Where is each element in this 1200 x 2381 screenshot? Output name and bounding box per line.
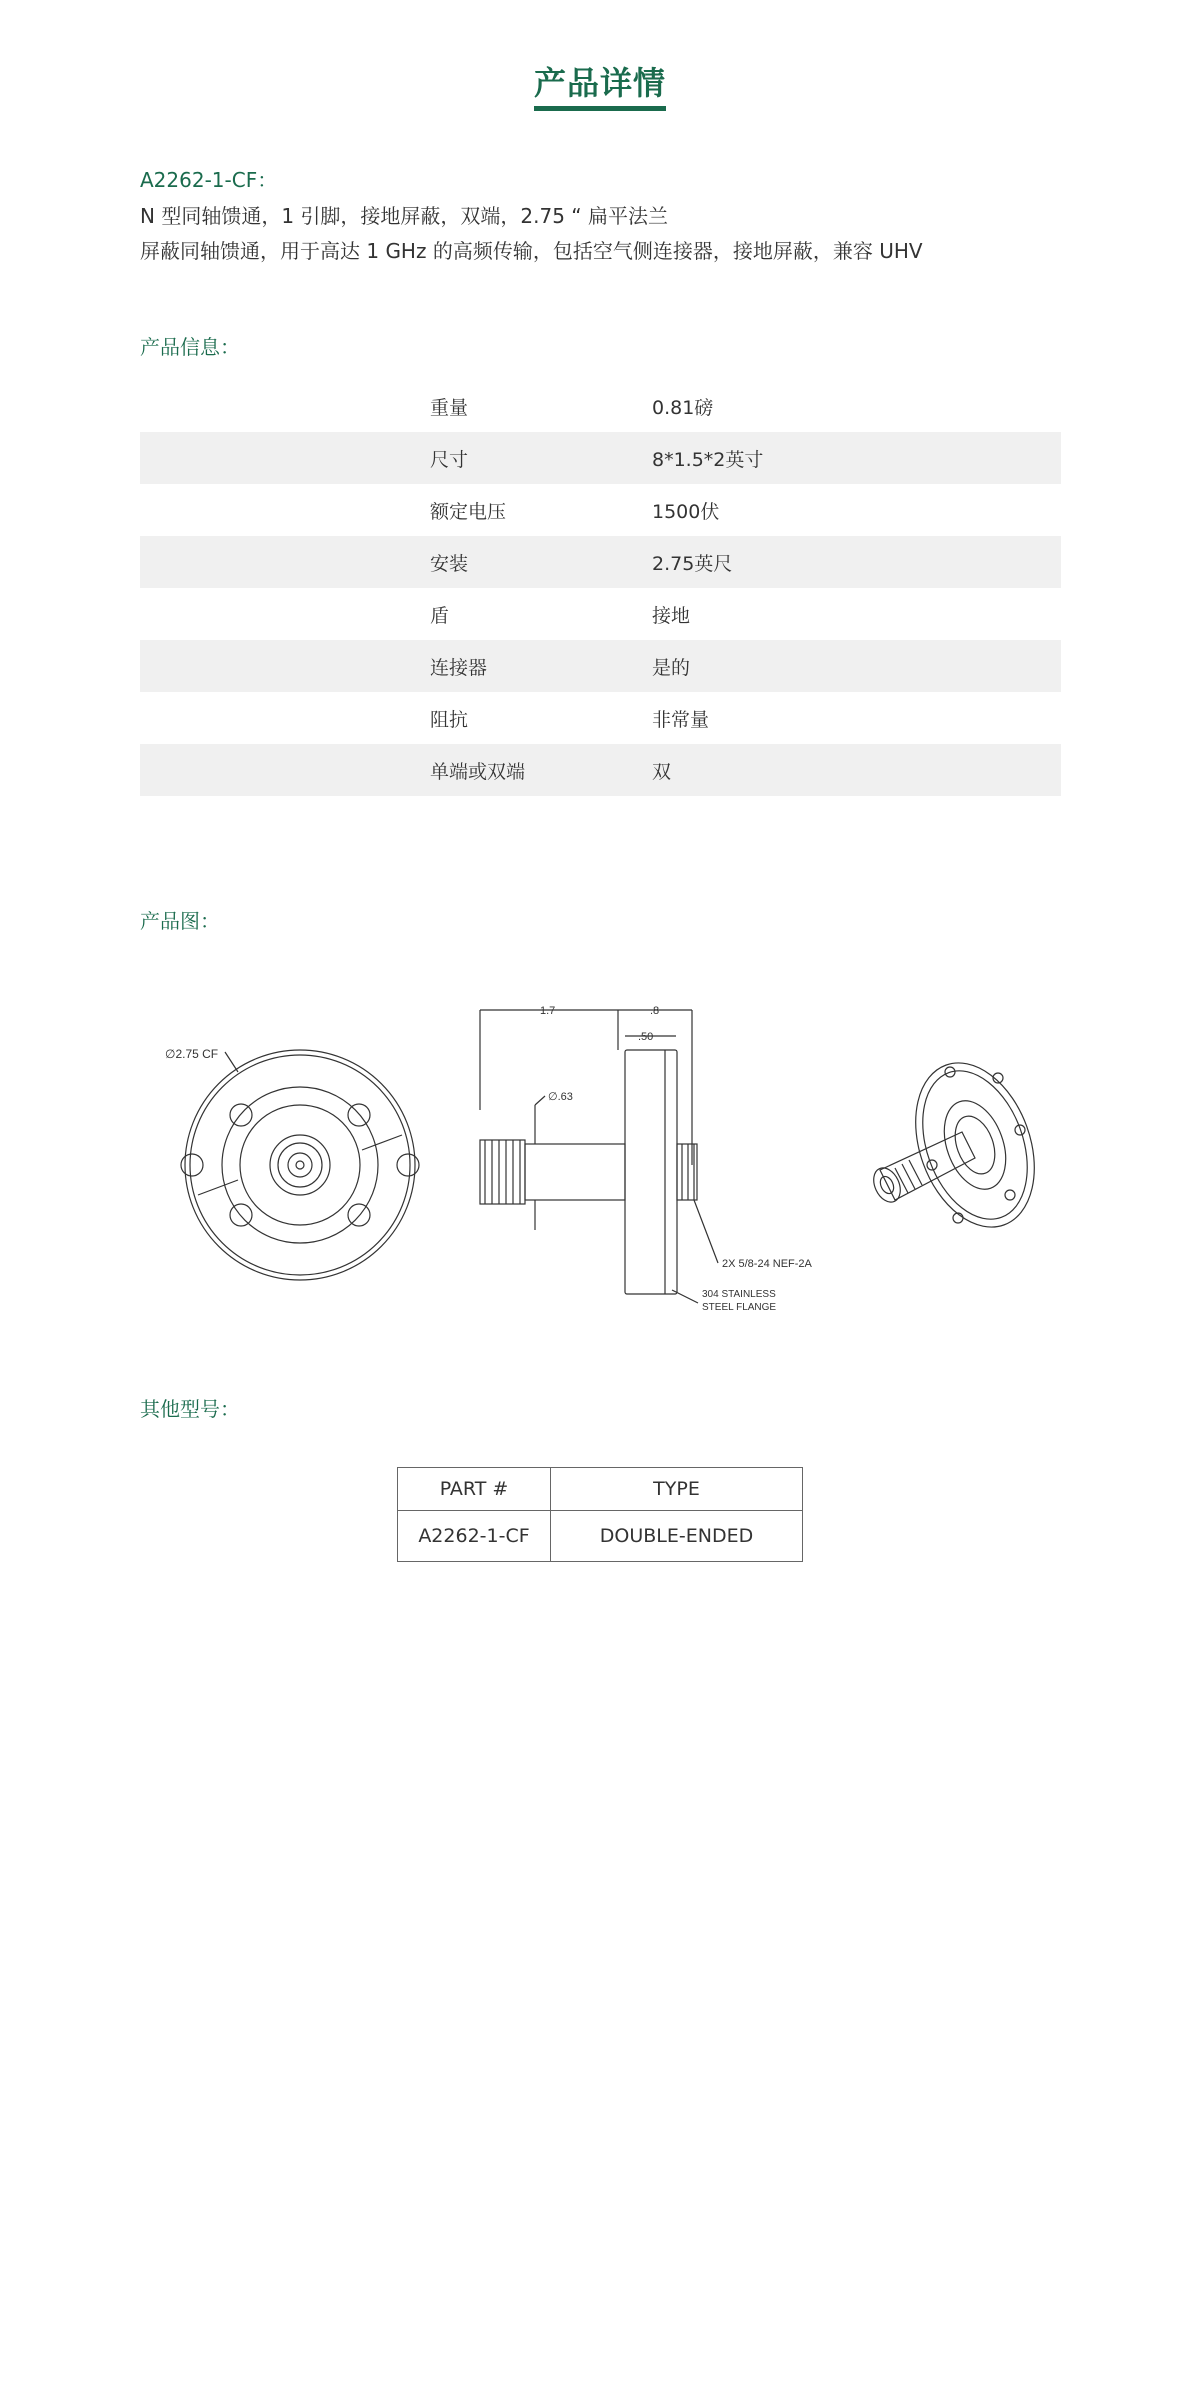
intro-line-1: N 型同轴馈通，1 引脚，接地屏蔽，双端，2.75 “ 扁平法兰 (140, 204, 669, 228)
spec-key: 连接器 (430, 656, 488, 679)
spec-value: 非常量 (652, 708, 710, 731)
spec-row (140, 484, 1061, 536)
models-cell-part: A2262-1-CF (398, 1511, 551, 1562)
flange-label: ∅2.75 CF (165, 1047, 219, 1061)
models-cell-type: DOUBLE-ENDED (551, 1511, 803, 1562)
models-table (397, 1467, 803, 1562)
spec-value: 双 (652, 760, 672, 783)
table-row (398, 1511, 803, 1562)
dim-flange: .50 (638, 1031, 654, 1043)
spec-value: 是的 (652, 656, 691, 679)
spec-row (140, 744, 1061, 796)
spec-key: 阻抗 (430, 708, 469, 731)
material-line-1: 304 STAINLESS (702, 1289, 776, 1300)
product-drawings (140, 950, 1060, 1320)
drawing-heading: 产品图： (140, 909, 220, 933)
front-view-drawing (140, 1010, 430, 1280)
isometric-view-drawing (850, 1050, 1050, 1250)
spec-key: 盾 (430, 604, 450, 627)
spec-key: 尺寸 (430, 448, 469, 471)
dim-length: 1.7 (540, 1005, 556, 1017)
page-title: 产品详情 (534, 58, 666, 111)
spec-value: 接地 (652, 604, 691, 627)
models-table-header (398, 1468, 803, 1511)
spec-row (140, 640, 1061, 692)
spec-row (140, 380, 1061, 432)
spec-row (140, 432, 1061, 484)
models-header-part: PART # (398, 1468, 551, 1511)
spec-value: 2.75英尺 (652, 552, 733, 575)
spec-key: 额定电压 (430, 500, 507, 523)
model-label: A2262-1-CF： (140, 168, 278, 192)
spec-row (140, 536, 1061, 588)
spec-value: 8*1.5*2英寸 (652, 448, 764, 471)
material-line-2: STEEL FLANGE (702, 1302, 777, 1313)
dim-diameter: ∅.63 (548, 1091, 573, 1103)
spec-table (140, 380, 1061, 796)
spec-value: 1500伏 (652, 500, 720, 523)
thread-note: 2X 5/8-24 NEF-2A (722, 1258, 812, 1270)
specs-heading: 产品信息： (140, 335, 240, 359)
models-header-type: TYPE (551, 1468, 803, 1511)
dim-width: .8 (650, 1005, 660, 1017)
spec-key: 单端或双端 (430, 760, 526, 783)
spec-value: 0.81磅 (652, 396, 714, 419)
spec-key: 重量 (430, 396, 469, 419)
models-heading: 其他型号： (140, 1397, 240, 1421)
spec-row (140, 588, 1061, 640)
page-title-wrap (0, 58, 1200, 111)
intro-line-2: 屏蔽同轴馈通，用于高达 1 GHz 的高频传输，包括空气侧连接器，接地屏蔽，兼容 UHV (140, 239, 923, 263)
side-view-drawing (460, 990, 812, 1320)
spec-row (140, 692, 1061, 744)
spec-key: 安装 (430, 552, 469, 575)
